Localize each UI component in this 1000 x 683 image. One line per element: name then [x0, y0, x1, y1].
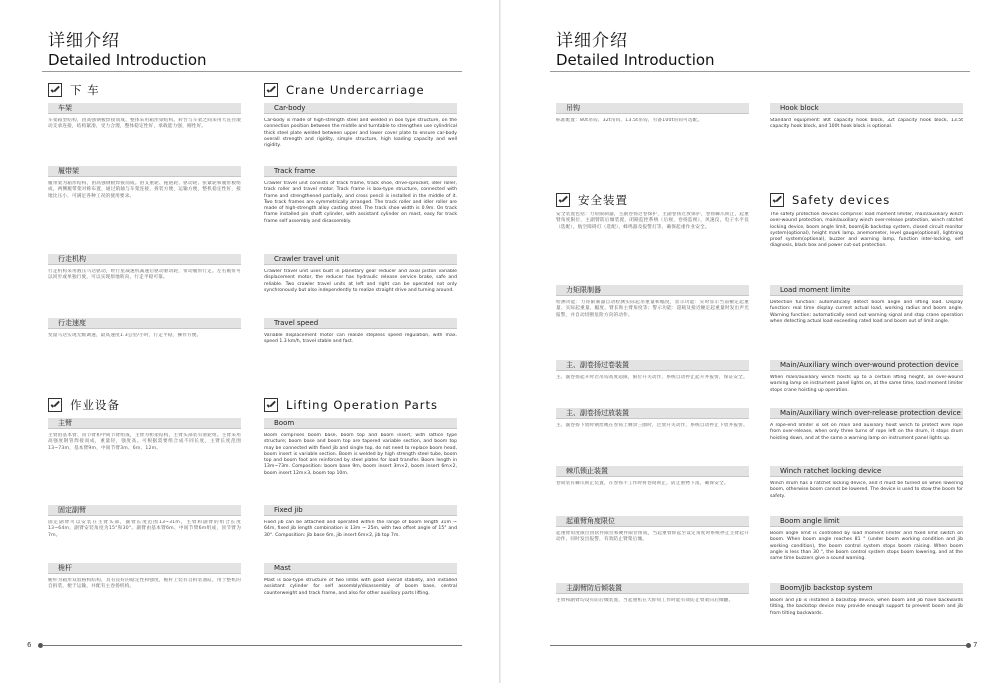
block-text: Standard equipment: 80t capacity hook block, 32t capacity hook block, 13.5t capacity hook block, and 100t hook block is optional.	[770, 118, 963, 130]
block-label: Crawler travel unit	[264, 254, 457, 265]
block-text: 主臂和副臂均设有防后倾装置，当起重机在大仰角工作时能有效防止臂架向后倾翻。	[556, 598, 734, 603]
block-moment-limiter-en	[770, 285, 963, 352]
section-operation-zh: 作业设备	[48, 397, 120, 413]
block-label: Car-body	[264, 103, 457, 114]
block-label: 行走机构	[48, 254, 241, 265]
block-track-frame-zh	[48, 166, 241, 219]
block-label: 桅杆	[48, 563, 241, 574]
check-icon	[770, 193, 784, 207]
block-label: 主、副卷扬过放装置	[556, 408, 749, 419]
block-text: 桅杆为箱形双肢格构结构，具有良好的稳定性和强度，桅杆上装有自拆装油缸，用于整机的自拆装，便于运输，并配有主卷扬机构。	[48, 578, 241, 590]
block-text: 卷筒装有棘爪锁止装置，在卷扬不工作时将卷筒锁止，防止重物下落，确保安全。	[556, 481, 729, 486]
footer-rule	[550, 645, 968, 646]
block-over-wound-en	[770, 360, 963, 401]
left-page-title	[48, 32, 207, 69]
check-icon	[264, 83, 278, 97]
right-page-title	[556, 32, 715, 69]
right-page	[500, 0, 1000, 683]
block-text: 检测功能：力矩限制器自动检测实际起吊重量和幅度，显示功能：实时显示当前额定起重量、实际起重量、幅度、臂长和主臂角度等；警示功能：超载及接近额定起重量时发出声光报警，并自动切断危险方向的动作。	[556, 300, 749, 318]
block-backstop-en	[770, 583, 963, 624]
footer-dot	[966, 643, 971, 648]
section-undercarriage-zh: 下 车	[48, 82, 100, 98]
block-text: Crawler travel unit consists of track frame, track shoe, drive-sprocket, idler roller, track roller and travel motor. Track frame is box-type structure, connected with frame and strengthened partially, and cross pencil is installed in the middle of it. Two track frames are symmetrically arranged. The track roller and idler roller are made of high-strength alloy casting steel. The track shoe width is 0.9m. On track frame installed pin shaft cylinder, with assistant cylinder on mast, easy for track frame self assembly and disassembly.	[264, 181, 457, 224]
block-car-body-en	[264, 103, 457, 156]
check-icon	[556, 193, 570, 207]
block-text: 主、副卷扬下放时钢丝绳在卷筒上剩余三圈时，过放开关动作，系统自动停止下放并报警。	[556, 423, 748, 428]
block-text: The safety protection devices comprise: load moment limiter, main/auxiliary winch over-wound protection, main/auxiliary winch over-release protection, winch ratchet locking device, boom angle limit, boom/jib backstop system, closed circuit monitor system(optional), height mark lamp, anemometer, level gauge(optional), lightning proof system(optional), buzzer and warning lamp, function inter-locking, self diagnosis, black box and power cut-out protection.	[770, 212, 963, 249]
block-text: A rope-end limiter is set on main and auxiliary hoist winch to protect wire rope from over-release, when only three turns of rope left on the drum, it stops drum hoisting down, and at the same a warning lamp on instrument panel lights up.	[770, 423, 963, 441]
footer-rule	[42, 645, 462, 646]
block-text: 固定副臂可以安装在主臂头部，副臂长度范围13~31m，主臂和副臂的组合长度13~64m，副臂安装角度为15°和30°。副臂由基本臂6m、中间节臂6m组成，顶节臂为7m。	[48, 520, 241, 538]
block-hook-en	[770, 103, 963, 132]
block-label: Track frame	[264, 166, 457, 177]
block-text: When main/auxiliary winch hoists up to a certain lifting height, an over-wound warning lamp on instrument panel lights on, at the same time, load moment limiter stops crane hoisting up operation.	[770, 375, 963, 393]
block-label: 棘爪锁止装置	[556, 466, 749, 477]
block-fixed-jib-zh	[48, 505, 241, 546]
block-moment-limiter-zh	[556, 285, 749, 338]
page-number: 7	[973, 641, 978, 649]
block-car-body-zh	[48, 103, 241, 150]
title-en: Detailed Introduction	[48, 51, 207, 69]
block-label: 固定副臂	[48, 505, 241, 516]
block-text: 主臂由基本臂、顶节臂和中间节臂组成，主臂为桁架结构，主臂头部装有滑轮组。主臂采用高强度钢管焊接而成，重量轻，强度高。可根据需要组合成不同长度，主臂长度范围13~73m，基本臂9m，中间节臂3m、6m、12m。	[48, 433, 241, 451]
check-icon	[48, 83, 62, 97]
block-text: 车架箱型结构，由高强钢板焊接而成，整体采用箱形梁结构。转台与车架之间采用大直径滚动支承连接，结构紧凑，受力合理，整体稳定性好，承载能力强，刚性好。	[48, 118, 241, 130]
block-text: Fixed jib can be attached and operated within the range of boom length 31m ~ 64m, fixed jib length combination is 13m ~ 25m, with two offset angle of 15° and 30°. Composition: jib base 6m, jib insert 6m×2, jib top 7m.	[264, 520, 457, 538]
block-text: Car-body is made of high-strength steel and welded in box type structure, on the connection position between the middle and turntable to strengthen use cylindrical thick steel plate welded between upper and lower cover plate to ensure car-body overall strength and rigidity, simple structure, high loading capacity and well rigidity.	[264, 118, 457, 149]
block-backstop-zh	[556, 583, 749, 618]
block-ratchet-zh	[556, 466, 749, 501]
block-safety-intro-en	[770, 212, 963, 264]
block-travel-speed-zh	[48, 318, 241, 347]
block-boom-zh	[48, 418, 241, 479]
block-label: Main/Auxiliary winch over-wound protection device	[770, 360, 963, 371]
block-hook-zh	[556, 103, 749, 132]
title-divider	[550, 71, 970, 72]
check-icon	[48, 398, 62, 412]
block-label: 主副臂防后倾装置	[556, 583, 749, 594]
section-safety-en: Safety devices	[770, 192, 890, 208]
block-text: Boom comprises boom base, boom top and boom insert, with lattice type structure; boom base and boom top are tapered variable section, and boom top may be connected with fixed jib and single top, do not need to replace boom head, boom insert is variable section. Boom is welded by high strength steel tube, boom top and boom foot are reinforced by steel plates for load transfer. Boom length in 13m~73m. Composition: boom base 9m, boom insert 3m×2, boom insert 6m×2, boom insert 12m×3, boom top 10m.	[264, 433, 457, 476]
block-label: Boom	[264, 418, 457, 429]
block-label: Travel speed	[264, 318, 457, 329]
block-text: Boom angle limit is controlled by load moment limiter and fixed limit switch on boom. When boom angle reaches 81 ° (under boom working condition and jib working condition), the boom control system stops boom raising. When boom angle is less than 30 °, the boom control system stops boom lowering, and at the same time buzzers give a sound warning.	[770, 531, 963, 562]
block-label: 起重臂角度限位	[556, 516, 749, 527]
block-over-release-en	[770, 408, 963, 461]
block-label: 力矩限制器	[556, 285, 749, 296]
block-label: Winch ratchet locking device	[770, 466, 963, 477]
block-travel-unit-zh	[48, 254, 241, 295]
block-label: Hook block	[770, 103, 963, 114]
block-label: 主臂	[48, 418, 241, 429]
block-text: 变量马达实现无级调速，最高速度1.3公里/小时，行走平稳，操作方便。	[48, 333, 202, 338]
title-en: Detailed Introduction	[556, 51, 715, 69]
block-safety-intro-zh	[556, 212, 749, 256]
block-label: Fixed jib	[264, 505, 457, 516]
block-mast-zh	[48, 563, 241, 604]
block-label: Boom angle limit	[770, 516, 963, 527]
block-text: 主、副卷扬起升时若吊钩高度超限，限位开关动作，系统自动停止起升并报警，保证安全。	[556, 375, 748, 380]
block-text: Mast is box-type structure of two limbs with good overall stability, and installed assistant cylinder for self assembly/disassembly of boom base, central counterweight and track frame, and also for other auxiliary parts lifting.	[264, 578, 457, 596]
block-label: 履带架	[48, 166, 241, 177]
block-label: 车架	[48, 103, 241, 114]
block-boom-angle-zh	[556, 516, 749, 569]
title-zh: 详细介绍	[48, 31, 120, 51]
block-text: 安全装置包括：力矩限制器，主副卷扬过卷保护，主副卷扬过放保护，卷扬棘爪锁止，起重臂角度限位，主副臂防后倾装置，闭路监控系统（后视、卷扬监视），风速仪，电子水平仪（选配），航空障碍灯（选配），蜂鸣器及报警灯等，确保起重作业安全。	[556, 212, 749, 230]
block-over-wound-zh	[556, 360, 749, 395]
block-label: 主、副卷扬过卷装置	[556, 360, 749, 371]
block-text: Winch drum has a ratchet locking device, and it must be turned on when lowering boom, otherwise boom cannot be lowered. The device is used to stow the boom for safety.	[770, 481, 963, 499]
check-icon	[264, 398, 278, 412]
block-over-release-zh	[556, 408, 749, 443]
block-text: Detection function: automatically detect boom angle and lifting load. Display function: real time display current actual load, working radius and boom angle. Warning function: automatically send out warning signal and stop crane operation when detecting actual load exceeding rated load and boom out of limit angle.	[770, 300, 963, 324]
block-text: 行走机构采用液压马达驱动，经行星减速机减速后驱动驱动轮，带动履带行走。左右履带可以同步或单独行驶，可以实现原地转向，行走平稳可靠。	[48, 269, 241, 281]
title-zh: 详细介绍	[556, 31, 628, 51]
block-label: 行走速度	[48, 318, 241, 329]
block-travel-unit-en	[264, 254, 457, 307]
section-operation-en: Lifting Operation Parts	[264, 397, 438, 413]
block-label: Mast	[264, 563, 457, 574]
block-text: Variable displacement motor can realize stepless speed regulation, with max. speed 1.3 km/h, travel stable and fast.	[264, 333, 457, 345]
block-ratchet-en	[770, 466, 963, 507]
block-label: Main/Auxiliary winch over-release protection device	[770, 408, 963, 419]
block-label: 吊钩	[556, 103, 749, 114]
block-track-frame-en	[264, 166, 457, 245]
block-text: 起重臂角度限位由软件限位和硬件限位组成，当起重臂仰起至设定角度时系统停止主臂起升动作，同时发出报警，有效防止臂架后倾。	[556, 531, 749, 543]
block-travel-speed-en	[264, 318, 457, 347]
block-text: Crawler travel unit uses built in planetary gear reducer and axial piston variable displacement motor, the reducer has hydraulic release service brake, safe and reliable. Two crawler travel units at left and right can be operated not only synchronously but also independently to realize straight drive and turning around.	[264, 269, 457, 293]
block-text: 履带架为箱形结构，由高强钢板焊接而成。由支重轮、拖链轮、驱动轮、张紧轮和履带板组成，两侧履带架对称布置，通过销轴与车架连接，拆装方便，运输方便，整机稳定性好，接地比压小，可满足各种工况的使用要求。	[48, 181, 241, 199]
page-number: 6	[27, 641, 32, 649]
section-safety-zh: 安全装置	[556, 192, 628, 208]
block-fixed-jib-en	[264, 505, 457, 552]
block-label: Load moment limite	[770, 285, 963, 296]
block-boom-en	[264, 418, 457, 497]
block-text: Boom and jib is installed a backstop device, when boom and jib have backwards tilting, the backstop device may provide enough support to prevent boom and jib from tilting backwards.	[770, 598, 963, 616]
block-boom-angle-en	[770, 516, 963, 577]
block-text: 标准配置：80t吊钩、32t吊钩、13.5t吊钩，另备100t吊钩可选配。	[556, 118, 703, 123]
block-label: Boom/Jib backstop system	[770, 583, 963, 594]
block-mast-en	[264, 563, 457, 610]
section-undercarriage-en: Crane Undercarriage	[264, 82, 425, 98]
title-divider	[42, 71, 462, 72]
